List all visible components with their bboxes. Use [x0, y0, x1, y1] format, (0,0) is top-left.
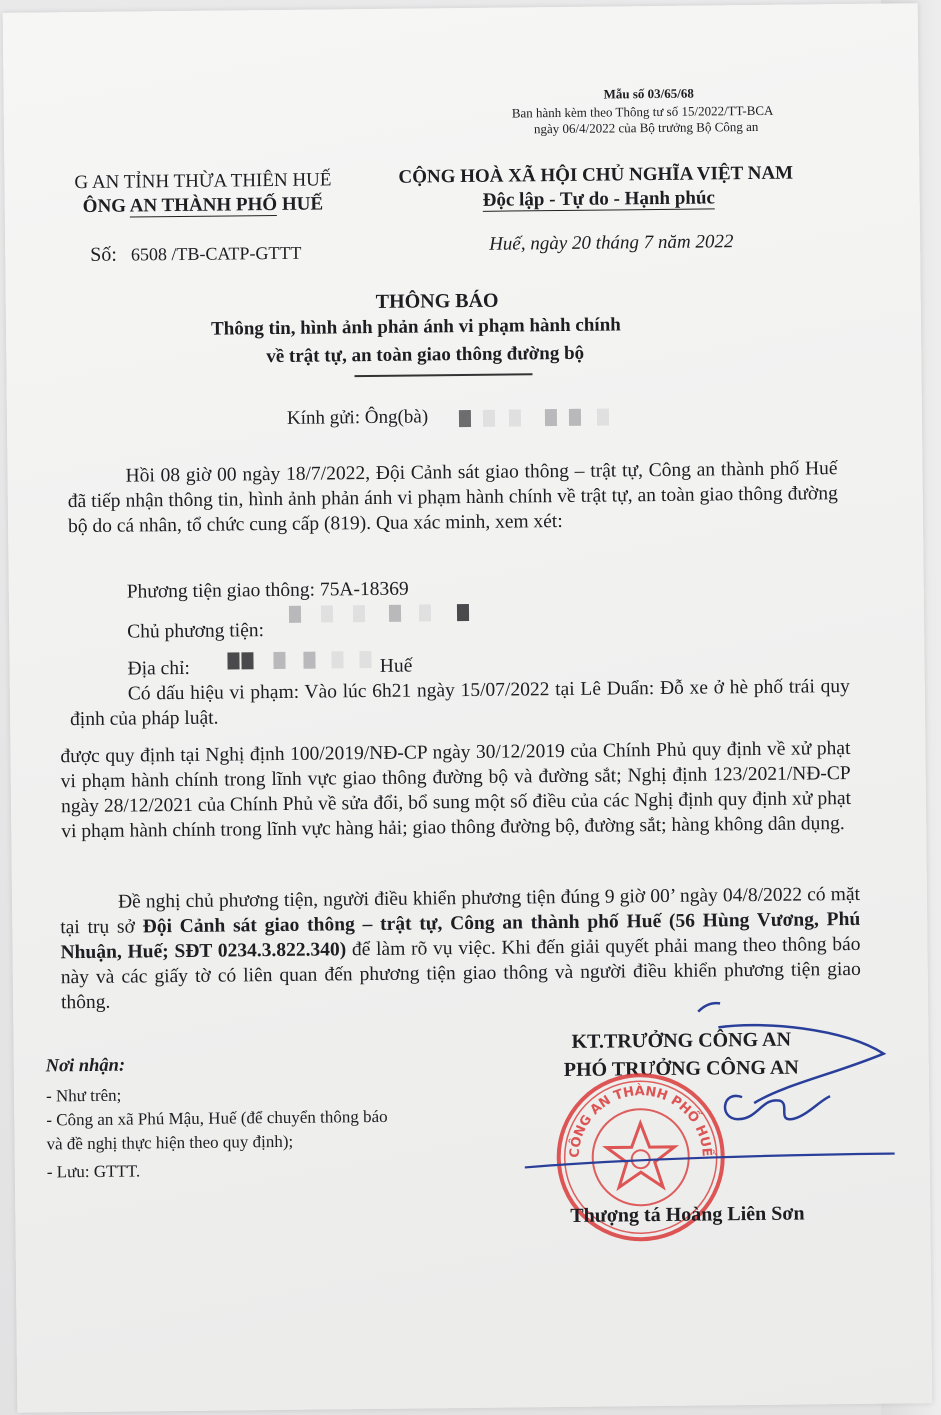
greeting — [287, 406, 428, 429]
form-reference-line2: ngày 06/4/2022 của Bộ trưởng Bộ Công an — [533, 118, 759, 137]
paragraph-intro: Hồi 08 giờ 00 ngày 18/7/2022, Đội Cảnh sát giao thông – trật tự, Công an thành phố Huế đã tiếp nhận thông tin, hình ảnh phản ánh vi phạm hành chính về trật tự, an toàn giao thông đường bộ do cá nhân, tổ chức cung cấp (819). Qua xác minh, xem xét: — [67, 458, 838, 538]
signature-title-line1: KT.TRƯỞNG CÔNG AN — [571, 1028, 792, 1053]
agency-line1: G AN TỈNH THỪA THIÊN HUẾ — [74, 169, 332, 194]
redacted-owner-name — [289, 604, 479, 623]
signer-name: Thượng tá Hoàng Liên Sơn — [570, 1202, 805, 1227]
document-subtitle-line1: Thông tin, hình ảnh phản ánh vi phạm hành chính — [210, 314, 621, 340]
owner-line: Chủ phương tiện: — [127, 620, 265, 643]
agency-line2-part-c: HUẾ — [277, 193, 324, 215]
vehicle-line: Phương tiện giao thông: 75A-18369 — [126, 578, 409, 603]
document-number-value: 6508 /TB-CATP-GTTT — [130, 242, 302, 265]
address-label: Địa chỉ: — [127, 657, 190, 680]
agency-line2-part-b: AN THÀNH PHỐ — [129, 193, 278, 217]
address-city: Huế — [379, 655, 413, 677]
recipient-line4: - Lưu: GTTT. — [46, 1161, 141, 1182]
request-text-c: để làm rõ vụ việc. Khi đến giải quyết phải mang theo thông báo này và các giấy tờ có liên quan đến phương tiện giao thông và người điều khiển phương tiện giao thông. — [60, 933, 861, 1014]
title-underline — [355, 373, 533, 376]
recipients-heading: Nơi nhận: — [45, 1055, 126, 1077]
redacted-address — [227, 651, 387, 670]
form-reference-line1: Ban hành kèm theo Thông tư số 15/2022/TT-BCA — [511, 102, 774, 121]
place-date: Huế, ngày 20 tháng 7 năm 2022 — [489, 231, 734, 255]
paragraph-legal-basis: được quy định tại Nghị định 100/2019/NĐ-CP ngày 30/12/2019 của Chính Phủ quy định về xử phạt vi phạm hành chính trong lĩnh vực giao thông đường bộ và đường sắt; Nghị định 123/2021/NĐ-CP ngày 28/12/2021 của Chính Phủ về sửa đổi, bổ sung một số điều của các Nghị định quy định xử phạt vi phạm hành chính trong lĩnh vực hàng hải; giao thông đường bộ, đường sắt; hàng không dân dụng. — [60, 737, 852, 843]
recipient-line3: và đề nghị thực hiện theo quy định); — [46, 1131, 294, 1154]
document-page — [3, 3, 933, 1413]
request-office-address: Đội Cảnh sát giao thông – trật tự, Công an thành phố Huế (56 Hùng Vương, Phú Nhuận, Huế; SĐT 0234.3.822.340) — [60, 908, 861, 964]
paragraph-violation: Có dấu hiệu vi phạm: Vào lúc 6h21 ngày 15/07/2022 tại Lê Duẩn: Đỗ xe ở hè phố trái quy định của pháp luật. — [69, 675, 850, 731]
document-title: THÔNG BÁO — [375, 289, 499, 313]
recipient-line1: - Như trên; — [45, 1085, 122, 1106]
document-subtitle-line2: về trật tự, an toàn giao thông đường bộ — [266, 342, 585, 368]
document-number — [90, 242, 301, 267]
form-number: Mẫu số 03/65/68 — [603, 85, 694, 102]
recipient-line2: - Công an xã Phú Mậu, Huế (để chuyển thông báo — [46, 1106, 388, 1130]
redacted-recipient-name — [459, 408, 619, 427]
svg-text:CÔNG AN THÀNH PHỐ HUẾ: CÔNG AN THÀNH PHỐ HUẾ — [567, 1084, 714, 1159]
nation-motto — [483, 187, 715, 211]
nation-motto-text: Độc lập - Tự do - Hạnh phúc — [482, 187, 716, 211]
handwritten-signature-icon — [513, 983, 935, 1197]
agency-line2-part-a: ÔNG — [82, 195, 130, 218]
document-number-label: Số: — [90, 243, 118, 266]
signature-title-line2: PHÓ TRƯỞNG CÔNG AN — [563, 1056, 799, 1082]
request-text-a: Đề nghị chủ phương tiện, người điều khiển phương tiện đúng 9 giờ 00’ ngày 04/8/2022 có mặt tại trụ sở — [60, 883, 861, 939]
agency-line2 — [83, 193, 324, 218]
nation-name: CỘNG HOÀ XÃ HỘI CHỦ NGHĨA VIỆT NAM — [398, 162, 794, 188]
greeting-text: Kính gửi: Ông(bà) — [286, 406, 429, 429]
